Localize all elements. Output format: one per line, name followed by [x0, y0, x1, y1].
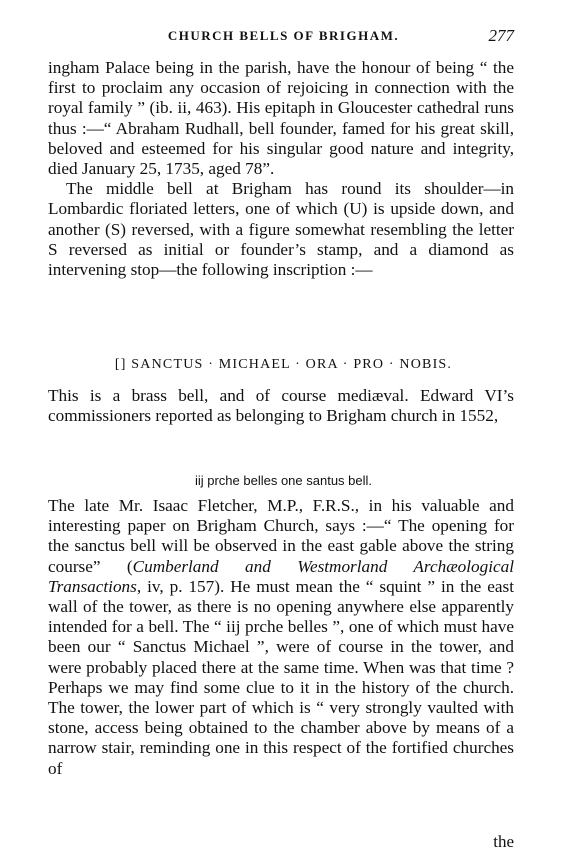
running-title: CHURCH BELLS OF BRIGHAM.: [167, 28, 400, 43]
paragraph-fletcher-part-1: The late Mr. Isaac Fletcher, M.P., F.R.S., in his valuable and interesting paper on Brigham Church, says :—“ The opening for the sanctus bell will be observed in the east gable above the string course” (: [48, 496, 514, 576]
paragraph-brass-bell: This is a brass bell, and of course mediæval. Edward VI’s commissioners reported as belonging to Brigham church in 1552,: [48, 386, 514, 426]
text-block-middle: [48, 386, 514, 426]
paragraph-middle-bell: The middle bell at Brigham has round its shoulder—in Lombardic floriated letters, one of which (U) is upside down, and another (S) reversed, with a figure somewhat resembling the letter S reversed as initial or founder’s stamp, and a diamond as intervening stop—the following inscription :—: [48, 179, 514, 280]
journal-title: Cumberland and Westmorland Archæological Transactions: [48, 556, 514, 596]
paragraph-fletcher-part-2: , iv, p. 157). He must mean the “ squint ” in the east wall of the tower, as there is no opening anywhere else apparently intended for a bell. The “ iij prche belles ”, one of which must have been our “ Sanctus Michael ”, were of course in the tower, and were probably placed there at the same time. When was that time ? Perhaps we may find some clue to it in the history of the church. The tower, the lower part of which is “ very strongly vaulted with stone, access being obtained to the chamber above by means of a narrow stair, reminding one in this respect of the fortified churches of: [48, 576, 514, 778]
commissioners-quote: iij prche belles one santus bell.: [194, 473, 373, 488]
page-number: 277: [488, 26, 514, 45]
text-block-top: [48, 58, 514, 280]
bell-inscription: [] SANCTUS · MICHAEL · ORA · PRO · NOBIS.: [114, 357, 453, 372]
paragraph-rudhall-epitaph: ingham Palace being in the parish, have the honour of being “ the first to proclaim any occasion of rejoicing in connection with the royal family ” (ib. ii, 463). His epitaph in Gloucester cathedral runs thus :—“ Abraham Rudhall, bell founder, famed for his great skill, beloved and esteemed for his singular good nature and integrity, died January 25, 1735, aged 78”.: [48, 58, 514, 179]
text-block-bottom: [48, 496, 514, 779]
catchword: the: [493, 832, 514, 851]
paragraph-fletcher: [48, 496, 514, 779]
